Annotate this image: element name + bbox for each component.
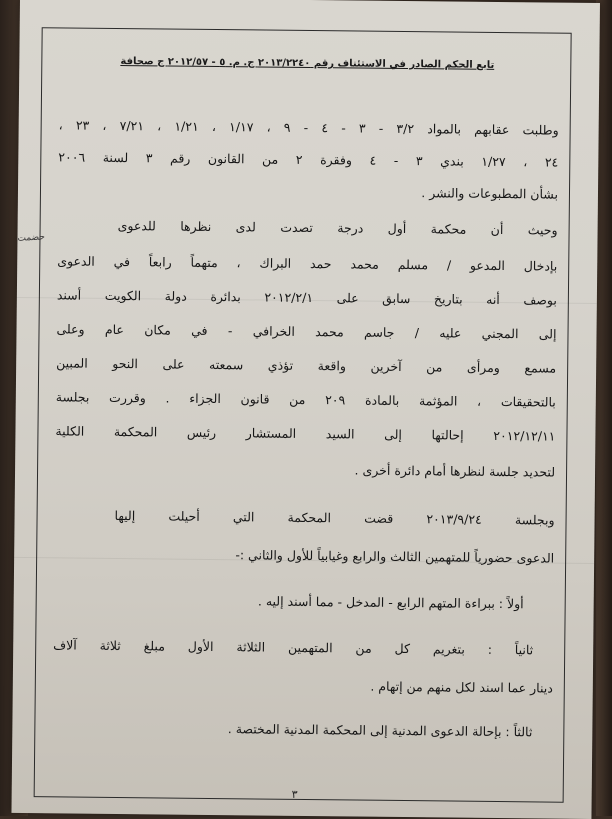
body-line-14: أولاً : ببراءة المتهم الرابع - المدخل - مما أسند إليه . — [257, 593, 524, 612]
document-page — [11, 0, 600, 819]
margin-handwritten-note: حضمت — [17, 232, 46, 244]
body-line-6: بوصف أنه بتاريخ سابق على ٢٠١٢/٢/١ بدائرة دولة الكويت أسند — [56, 287, 557, 308]
body-line-10: ٢٠١٢/١٢/١١ إحالتها إلى السيد المستشار رئيس المحكمة الكلية — [55, 423, 556, 444]
body-line-4: وحيث أن محكمة أول درجة تصدت لدى نظرها للدعوى — [117, 217, 558, 238]
body-line-15: ثانياً : بتغريم كل من المتهمين الثلاثة الأول مبلغ ثلاثة آلاف — [53, 637, 534, 658]
body-line-12: وبجلسة ٢٠١٣/٩/٢٤ قضت المحكمة التي أحيلت إليها — [114, 507, 555, 528]
body-line-2: ٢٤ ، ١/٢٧ بندي ٣ - ٤ وفقرة ٢ من القانون رقم ٣ لسنة ٢٠٠٦ — [58, 149, 559, 170]
body-line-16: دينار عما اسند لكل منهم من إتهام . — [370, 678, 553, 696]
body-line-8: مسمع ومرأى من آخرين واقعة تؤذي سمعته على النحو المبين — [56, 355, 557, 376]
body-line-5: بإدخال المدعو / مسلم محمد حمد البراك ، متهماً رابعاً في الدعوى — [57, 253, 558, 274]
document-header: تابع الحكم الصادر في الاستئناف رقم ٢٠١٣/٢٢٤٠ ج. م. ٥ - ٢٠١٢/٥٧ ج صحافة — [120, 56, 495, 71]
body-line-9: بالتحقيقات ، المؤثمة بالمادة ٢٠٩ من قانون الجزاء . وقررت بجلسة — [55, 389, 556, 410]
page-number: ٣ — [291, 787, 298, 801]
body-line-13: الدعوى حضورياً للمتهمين الثالث والرابع وغيابياً للأول والثاني :- — [235, 547, 555, 566]
body-line-1: وطلبت عقابهم بالمواد ٣/٢ - ٣ - ٤ - ٩ ، ١/١٧ ، ١/٢١ ، ٧/٢١ ، ٢٣ ، — [58, 117, 559, 138]
body-line-3: بشأن المطبوعات والنشر . — [421, 185, 559, 202]
body-line-17: ثالثاً : بإحالة الدعوى المدنية إلى المحكمة المدنية المختصة . — [227, 721, 533, 740]
body-line-11: لتحديد جلسة لنظرها أمام دائرة أخرى . — [354, 462, 556, 480]
body-line-7: إلى المجني عليه / جاسم محمد الخرافي - في مكان عام وعلى — [56, 321, 557, 342]
